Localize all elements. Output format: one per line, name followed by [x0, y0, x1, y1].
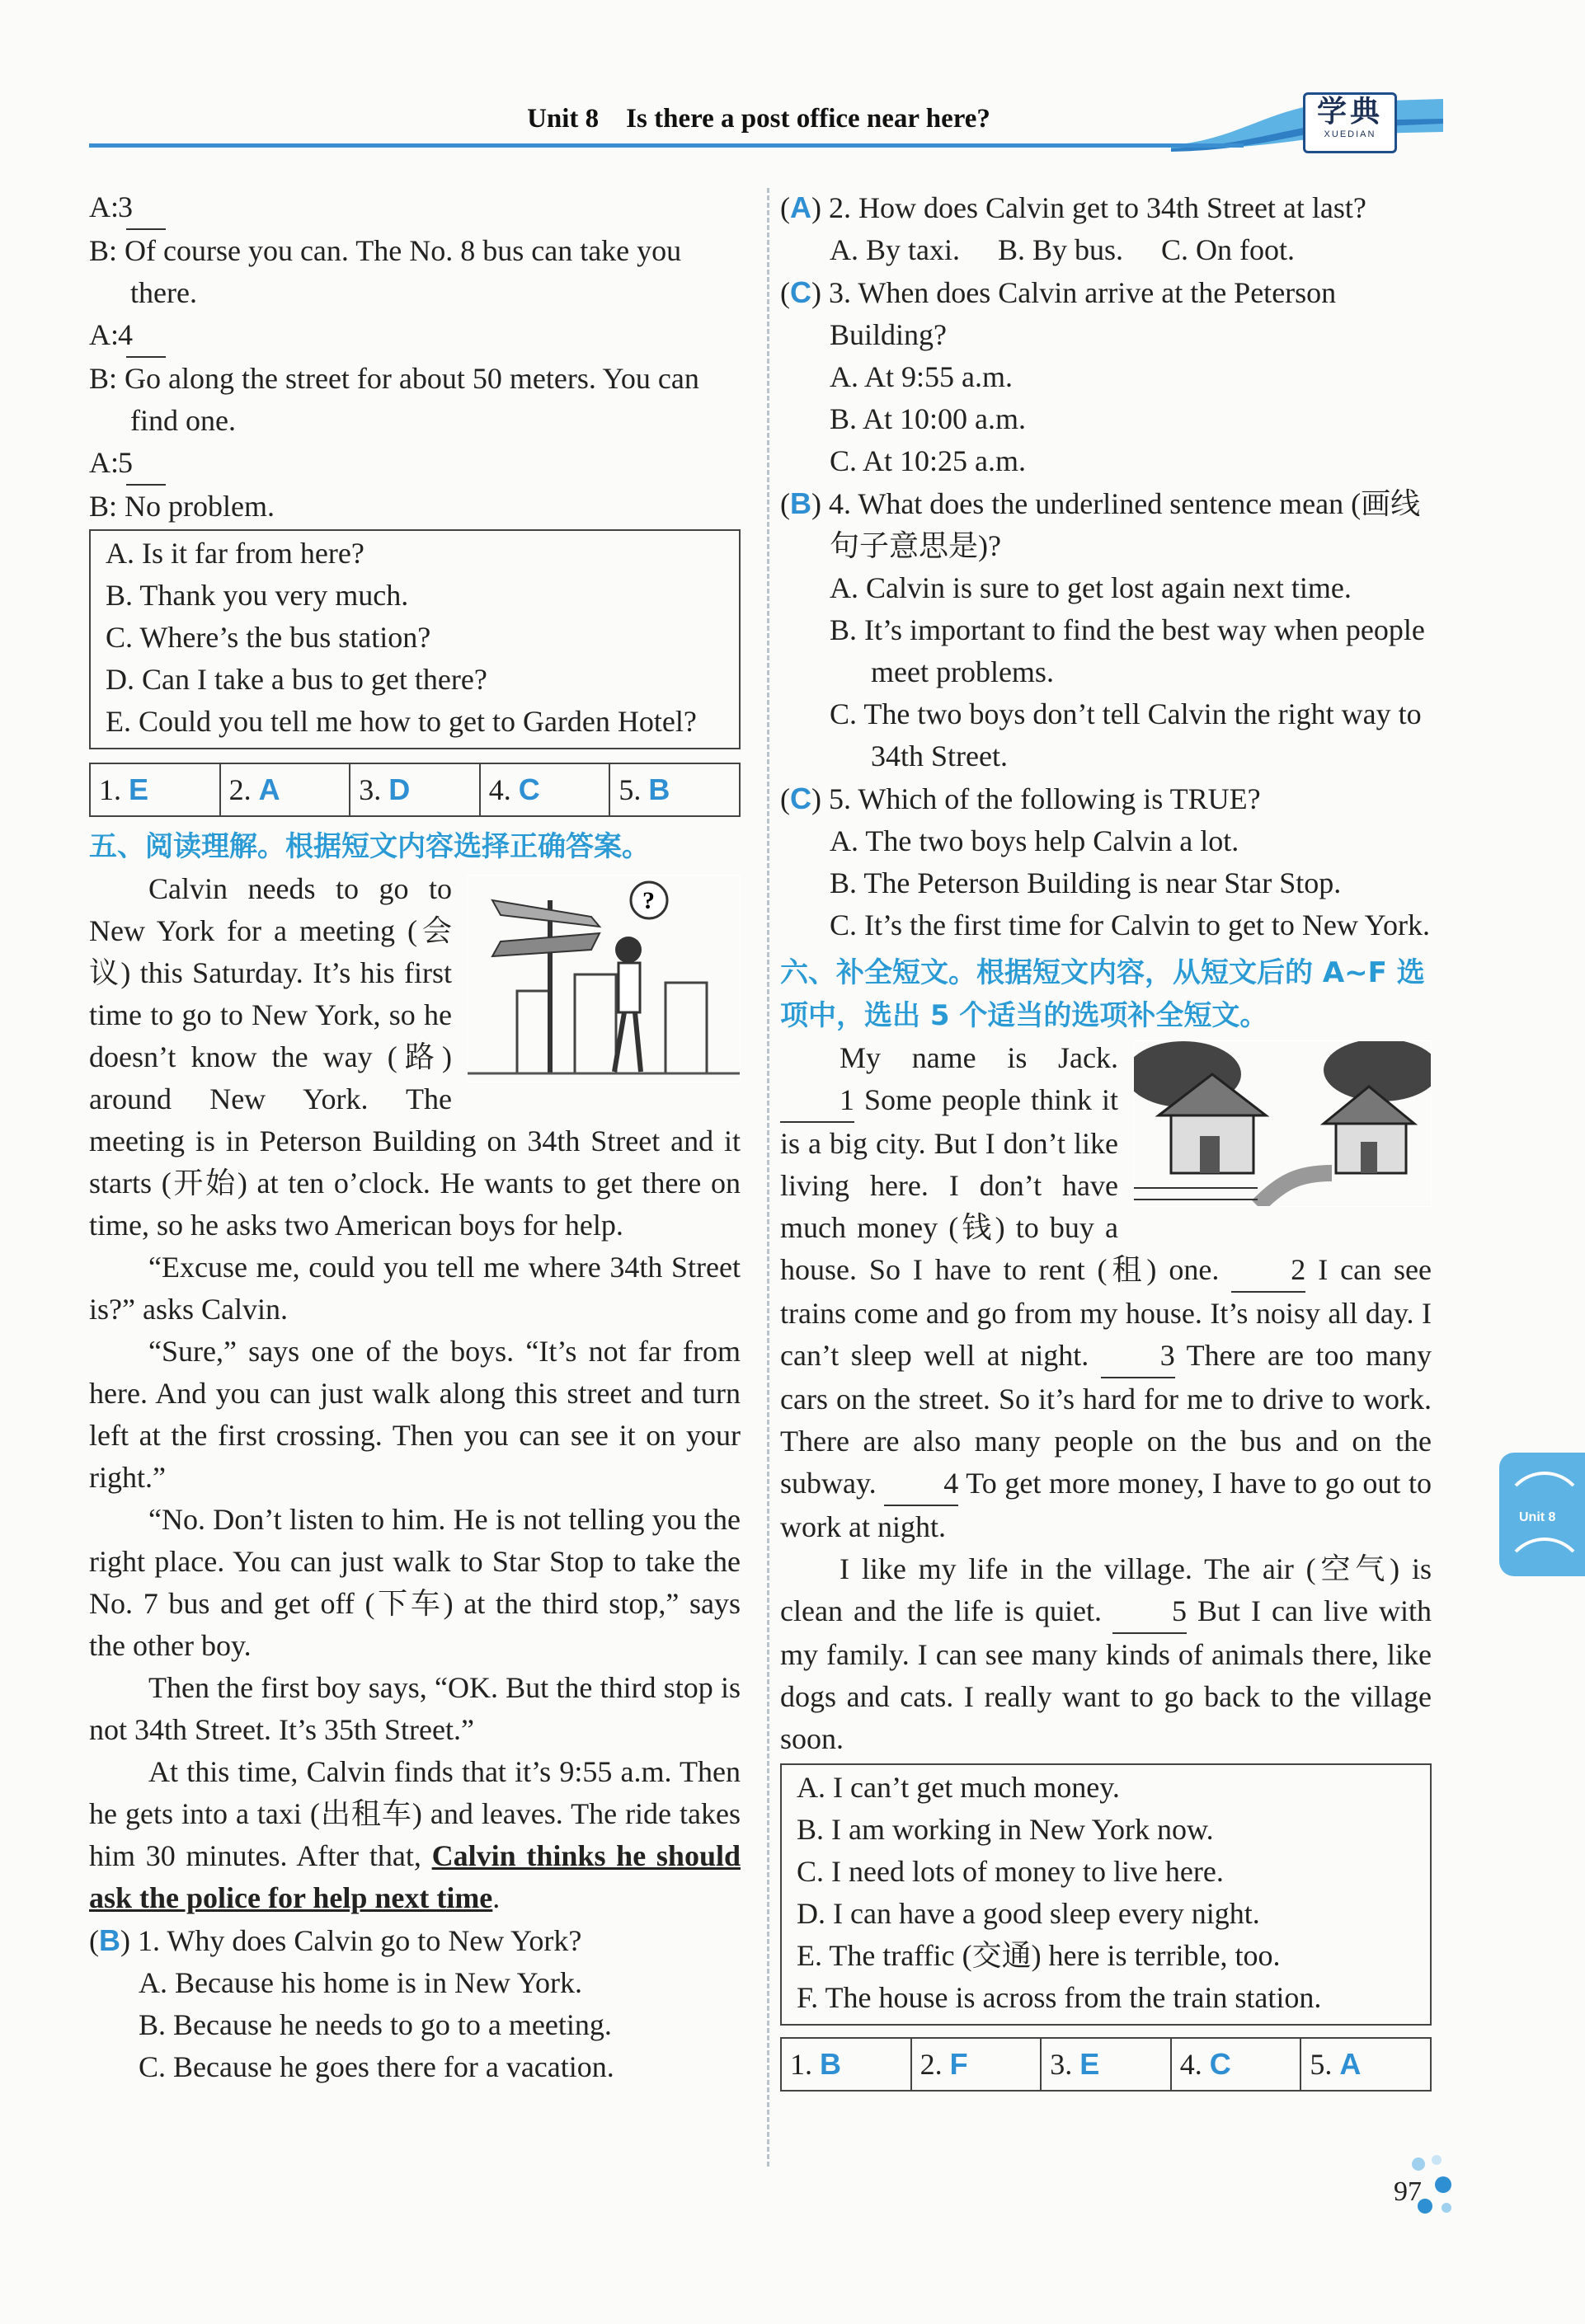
left-column [89, 186, 741, 2088]
question-option: C. It’s the first time for Calvin to get to New York. [830, 908, 1430, 941]
question-stem: (A) 2. How does Calvin get to 34th Street at last? [780, 190, 1366, 224]
option-item: E. Could you tell me how to get to Garden Hotel? [106, 705, 697, 738]
question-option: B. It’s important to find the best way when people meet problems. [830, 613, 1425, 688]
dialogue-line [89, 186, 741, 230]
cloze-passage [780, 1037, 1432, 1760]
publisher-logo [1303, 92, 1397, 153]
question-4 [780, 482, 1432, 777]
answer-key-cell [1300, 2038, 1431, 2091]
dialogue-text: Go along the street for about 50 meters. You can find one. [125, 362, 699, 437]
svg-text:?: ? [642, 887, 655, 914]
question-option: B. Because he needs to go to a meeting. [139, 2008, 612, 2041]
answer-key-cell [609, 763, 740, 816]
question-2 [780, 186, 1432, 271]
option-item: A. I can’t get much money. [797, 1771, 1120, 1804]
header-rule [89, 143, 1244, 148]
option-item: C. I need lots of money to live here. [797, 1855, 1224, 1888]
dialogue-answer-key [89, 763, 741, 817]
key-number: 2. [228, 773, 252, 806]
option-item: B. Thank you very much. [106, 579, 409, 612]
option-item: D. Can I take a bus to get there? [106, 663, 487, 696]
question-answer: C [790, 275, 811, 309]
key-letter: E [1079, 2047, 1100, 2081]
page-number: 97 [1394, 2176, 1422, 2207]
speaker-label: B: [89, 490, 118, 523]
option-item: D. I can have a good sleep every night. [797, 1897, 1260, 1930]
passage-paragraph: “No. Don’t listen to him. He is not telling you the right place. You can just walk to Star Stop to take the No. 7 bus and get off (下车) at the third stop,” says the other boy. [89, 1503, 741, 1662]
answer-key-cell [90, 763, 220, 816]
answer-key-cell [1171, 2038, 1301, 2091]
key-letter: D [388, 772, 411, 806]
key-number: 1. [99, 773, 121, 806]
cloze-text: But I can live with my family. I can see many kinds of animals there, like dogs and cats. I really want to go back to the village soon. [780, 1594, 1432, 1755]
question-option: C. At 10:25 a.m. [830, 444, 1027, 477]
cloze-text: My name is Jack. [840, 1041, 1118, 1074]
passage-paragraph: Calvin needs to go to New York for a meeting (会议) this Saturday. It’s his first time to go to New York, so he doesn’t know the way (路) around New York. The meeting is in Peterson Building on 34th Street and it starts (开始) at ten o’clock. He wants to get there on time, so he asks two American boys for help. [89, 872, 741, 1242]
speaker-label: B: [89, 234, 118, 267]
question-answer: B [790, 486, 811, 520]
cloze-text: I like my life in the village. The air (空气) is clean and the life is quiet. [780, 1552, 1432, 1627]
question-stem: (C) 5. Which of the following is TRUE? [780, 782, 1261, 815]
unit-side-tab [1499, 1453, 1585, 1576]
speaker-label: A: [89, 190, 119, 223]
side-tab-label: Unit 8 [1519, 1510, 1556, 1524]
question-option: A. The two boys help Calvin a lot. [830, 824, 1239, 857]
dialogue-line [89, 314, 741, 358]
cloze-options-box [780, 1763, 1432, 2026]
question-option: C. Because he goes there for a vacation. [139, 2050, 614, 2083]
section-5-title: 五、阅读理解。根据短文内容选择正确答案。 [89, 830, 650, 863]
key-letter: A [258, 772, 280, 806]
option-item: E. The traffic (交通) here is terrible, too. [797, 1939, 1281, 1972]
question-1-stem: (B) 1. Why does Calvin go to New York? [89, 1923, 582, 1957]
question-1-answer: B [99, 1923, 120, 1957]
question-text: 2. How does Calvin get to 34th Street at last? [829, 191, 1366, 224]
right-column [780, 186, 1432, 2092]
blank-number: 3 [126, 186, 166, 230]
key-number: 1. [790, 2048, 812, 2081]
answer-key-cell [1041, 2038, 1171, 2091]
cloze-blank: 2 [1231, 1249, 1305, 1293]
key-letter: A [1339, 2047, 1362, 2081]
dialogue-line [89, 230, 741, 314]
option-item: C. Where’s the bus station? [106, 621, 431, 654]
key-letter: B [648, 772, 670, 806]
answer-key-cell [781, 2038, 911, 2091]
unit-title: Unit 8 Is there a post office near here? [527, 104, 990, 134]
question-3 [780, 271, 1432, 482]
question-option: B. At 10:00 a.m. [830, 402, 1027, 435]
key-letter: E [129, 772, 149, 806]
dialogue-line [89, 486, 741, 528]
key-number: 4. [488, 773, 511, 806]
cloze-answer-key [780, 2037, 1432, 2092]
speaker-label: B: [89, 362, 118, 395]
key-number: 5. [1310, 2048, 1333, 2081]
key-number: 3. [1050, 2048, 1073, 2081]
cloze-text: There are too many cars on the street. So it’s hard for me to drive to work. There are also many people on the bus and on the subway. [780, 1339, 1432, 1500]
question-option: B. The Peterson Building is near Star Stop. [830, 866, 1342, 899]
cloze-blank: 4 [884, 1462, 958, 1506]
key-letter: C [1209, 2047, 1231, 2081]
option-item: B. I am working in New York now. [797, 1813, 1214, 1846]
cloze-text: I can see trains come and go from my house. It’s noisy all day. I can’t sleep well at night. [780, 1253, 1432, 1372]
question-1-text: 1. Why does Calvin go to New York? [138, 1924, 582, 1957]
dialogue-text: No problem. [125, 490, 275, 523]
key-number: 5. [618, 773, 642, 806]
dialogue-options-box [89, 529, 741, 749]
question-option: C. The two boys don’t tell Calvin the right way to 34th Street. [830, 697, 1422, 772]
speaker-label: A: [89, 446, 119, 479]
question-5 [780, 777, 1432, 946]
column-divider [767, 188, 769, 2167]
reading-passage [89, 868, 741, 1919]
logo-english-text: XUEDIAN [1324, 129, 1376, 139]
signpost-illustration [467, 875, 741, 1082]
question-option: A. Calvin is sure to get lost again next time. [830, 571, 1352, 604]
question-option: C. On foot. [1161, 233, 1296, 266]
answer-key-cell [480, 763, 610, 816]
section-6-title: 六、补全短文。根据短文内容，从短文后的 A~F 选项中，选出 5 个适当的选项补全短文。 [780, 956, 1425, 1032]
question-answer: A [790, 190, 811, 224]
key-number: 3. [359, 773, 382, 806]
passage-last-pre: At this time, Calvin finds that it’s 9:55 a.m. Then he gets into a taxi (出租车) and leaves. The ride takes him 30 minutes. After that, [89, 1755, 741, 1872]
passage-last-end: . [492, 1881, 501, 1914]
answer-key-cell [350, 763, 480, 816]
key-letter: B [820, 2047, 841, 2081]
cloze-text: Some people think it is a big city. But I don’t like living here. I don’t have much money (钱) to buy a house. So I have to rent (租) one. [780, 1083, 1232, 1286]
logo-chinese-text: 学典 [1316, 95, 1383, 129]
cloze-blank: 3 [1101, 1335, 1175, 1378]
dialogue-line [89, 358, 741, 442]
blank-number: 5 [126, 442, 166, 486]
question-option: B. By bus. [998, 233, 1124, 266]
question-text: 3. When does Calvin arrive at the Peterson Building? [829, 276, 1337, 351]
question-option: A. Because his home is in New York. [139, 1966, 582, 1999]
houses-illustration [1133, 1040, 1432, 1207]
passage-paragraph: Then the first boy says, “OK. But the third stop is not 34th Street. It’s 35th Street.” [89, 1671, 741, 1746]
key-number: 4. [1179, 2048, 1202, 2081]
question-answer: C [790, 782, 811, 815]
question-text: 5. Which of the following is TRUE? [829, 782, 1261, 815]
question-stem: (B) 4. What does the underlined sentence mean (画线句子意思是)? [780, 486, 1421, 562]
option-item: F. The house is across from the train station. [797, 1981, 1322, 2014]
passage-last-paragraph [89, 1751, 741, 1919]
question-stem: (C) 3. When does Calvin arrive at the Peterson Building? [780, 275, 1337, 351]
speaker-label: A: [89, 318, 119, 351]
passage-paragraph: “Excuse me, could you tell me where 34th Street is?” asks Calvin. [89, 1251, 741, 1326]
underlined-sentence: Calvin thinks he should ask the police for help next time [89, 1839, 741, 1914]
blank-number: 4 [126, 314, 166, 358]
question-text: 4. What does the underlined sentence mean (画线句子意思是)? [829, 487, 1421, 562]
cloze-paragraph-2 [780, 1548, 1432, 1760]
key-number: 2. [919, 2048, 943, 2081]
key-letter: F [949, 2047, 968, 2081]
dialogue-text: Of course you can. The No. 8 bus can take you there. [125, 234, 682, 309]
question-option: A. At 9:55 a.m. [830, 360, 1013, 393]
question-options-row [780, 229, 1432, 271]
key-letter: C [518, 772, 540, 806]
cloze-blank: 1 [780, 1079, 854, 1123]
passage-paragraph: “Sure,” says one of the boys. “It’s not far from here. And you can just walk along this street and turn left at the first crossing. Then you can see it on your right.” [89, 1335, 741, 1494]
dialogue [89, 186, 741, 528]
cloze-blank: 5 [1112, 1590, 1187, 1634]
answer-key-cell [911, 2038, 1042, 2091]
question-option: A. By taxi. [830, 233, 960, 266]
question-1 [89, 1919, 741, 2088]
answer-key-cell [220, 763, 350, 816]
dialogue-line [89, 442, 741, 486]
option-item: A. Is it far from here? [106, 537, 365, 570]
cloze-text: To get more money, I have to go out to work at night. [780, 1467, 1432, 1543]
